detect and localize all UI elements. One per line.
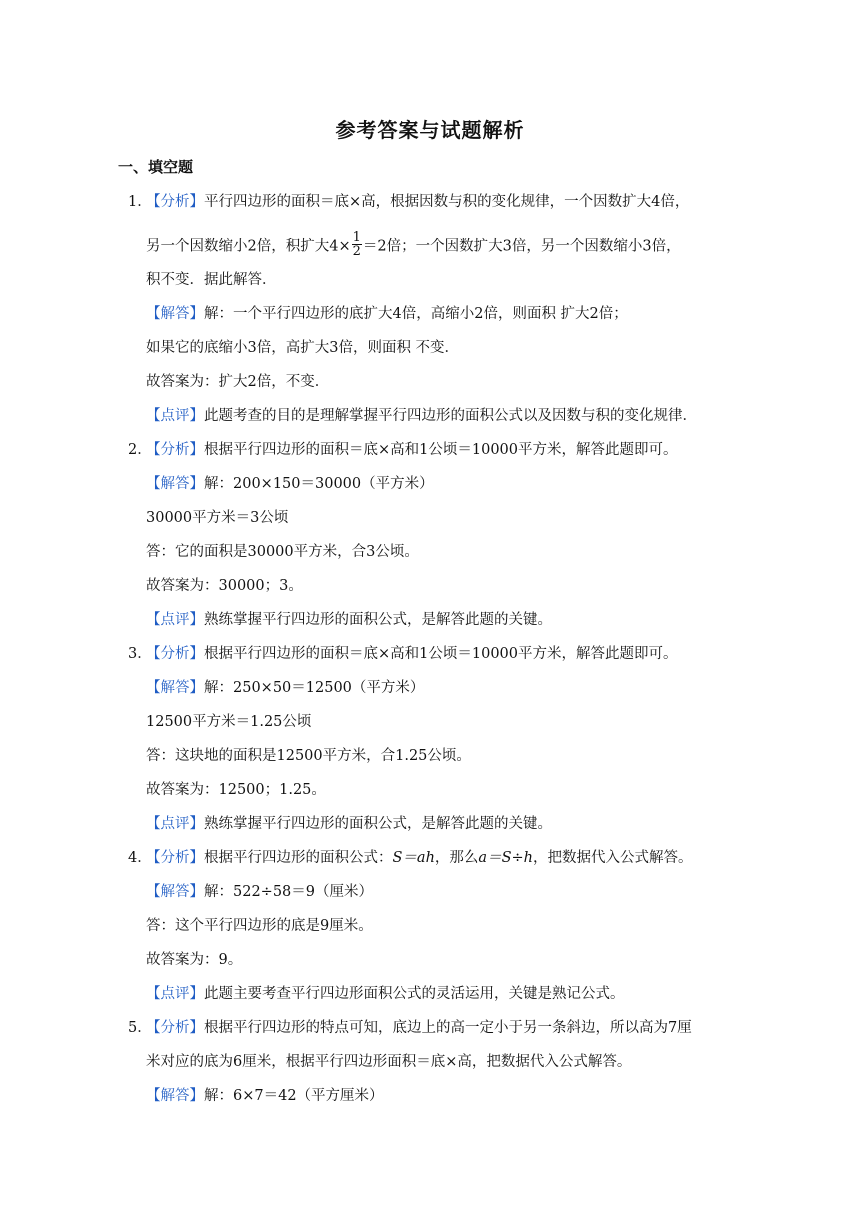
q2-comment-line: 【点评】熟练掌握平行四边形的面积公式，是解答此题的关键。	[146, 612, 552, 628]
answer-tag: 【解答】	[146, 884, 204, 900]
question-number: 4．	[128, 850, 152, 866]
q2-answer-line: 答：它的面积是30000平方米，合3公顷。	[146, 544, 419, 560]
q2-answer-line: 【解答】解：200×150＝30000（平方米）	[146, 476, 434, 492]
question-number: 1．	[128, 194, 152, 210]
q5-analysis-line: 【分析】根据平行四边形的特点可知，底边上的高一定小于另一条斜边，所以高为7厘	[146, 1020, 692, 1036]
answer-tag: 【解答】	[146, 680, 204, 696]
comment-tag: 【点评】	[146, 612, 204, 628]
page-title: 参考答案与试题解析	[335, 118, 525, 142]
q3-answer-line: 答：这块地的面积是12500平方米，合1.25公顷。	[146, 748, 471, 764]
q2-analysis-line: 【分析】根据平行四边形的面积＝底×高和1公顷＝10000平方米，解答此题即可。	[146, 442, 678, 458]
comment-tag: 【点评】	[146, 408, 204, 424]
q1-answer-line: 【解答】解：一个平行四边形的底扩大4倍，高缩小2倍，则面积 扩大2倍；	[146, 306, 628, 322]
section-heading: 一、填空题	[118, 158, 194, 176]
analysis-tag: 【分析】	[146, 1020, 204, 1036]
question-number: 3．	[128, 646, 152, 662]
answer-tag: 【解答】	[146, 476, 204, 492]
comment-tag: 【点评】	[146, 986, 204, 1002]
question-number: 2．	[128, 442, 152, 458]
analysis-tag: 【分析】	[146, 646, 204, 662]
q3-analysis-line: 【分析】根据平行四边形的面积＝底×高和1公顷＝10000平方米，解答此题即可。	[146, 646, 678, 662]
q4-answer-line: 答：这个平行四边形的底是9厘米。	[146, 918, 373, 934]
analysis-tag: 【分析】	[146, 194, 204, 210]
q2-answer-line: 故答案为：30000；3。	[146, 578, 303, 594]
q3-answer-line: 12500平方米＝1.25公顷	[146, 714, 312, 730]
answer-tag: 【解答】	[146, 1088, 204, 1104]
answer-tag: 【解答】	[146, 306, 204, 322]
q3-answer-line: 【解答】解：250×50＝12500（平方米）	[146, 680, 425, 696]
analysis-tag: 【分析】	[146, 442, 204, 458]
q3-answer-line: 故答案为：12500；1.25。	[146, 782, 326, 798]
q1-answer-line: 故答案为：扩大2倍，不变．	[146, 374, 330, 390]
q3-comment-line: 【点评】熟练掌握平行四边形的面积公式，是解答此题的关键。	[146, 816, 552, 832]
fraction: $\frac{1}{2}$	[352, 230, 361, 259]
q4-answer-line: 故答案为：9。	[146, 952, 243, 968]
q1-comment-line: 【点评】此题考查的目的是理解掌握平行四边形的面积公式以及因数与积的变化规律．	[146, 408, 697, 424]
q1-analysis-line: 积不变．据此解答．	[146, 272, 277, 288]
q2-answer-line: 30000平方米＝3公顷	[146, 510, 289, 526]
question-number: 5．	[128, 1020, 152, 1036]
analysis-tag: 【分析】	[146, 850, 204, 866]
q4-analysis-line: 【分析】根据平行四边形的面积公式：S＝ah，那么a＝S÷h，把数据代入公式解答。	[146, 850, 693, 866]
q1-analysis-line: 另一个因数缩小2倍，积扩大4× $\frac{1}{2}$ ＝2倍；一个因数扩大3倍，另一个因数缩小3倍，	[146, 230, 681, 259]
comment-tag: 【点评】	[146, 816, 204, 832]
q4-comment-line: 【点评】此题主要考查平行四边形面积公式的灵活运用，关键是熟记公式。	[146, 986, 625, 1002]
q5-answer-line: 【解答】解：6×7＝42（平方厘米）	[146, 1088, 384, 1104]
q5-analysis-line: 米对应的底为6厘米，根据平行四边形面积＝底×高，把数据代入公式解答。	[146, 1054, 632, 1070]
q4-answer-line: 【解答】解：522÷58＝9（厘米）	[146, 884, 374, 900]
q1-analysis-line: 【分析】平行四边形的面积＝底×高，根据因数与积的变化规律，一个因数扩大4倍，	[146, 194, 690, 210]
q1-answer-line: 如果它的底缩小3倍，高扩大3倍，则面积 不变．	[146, 340, 460, 356]
